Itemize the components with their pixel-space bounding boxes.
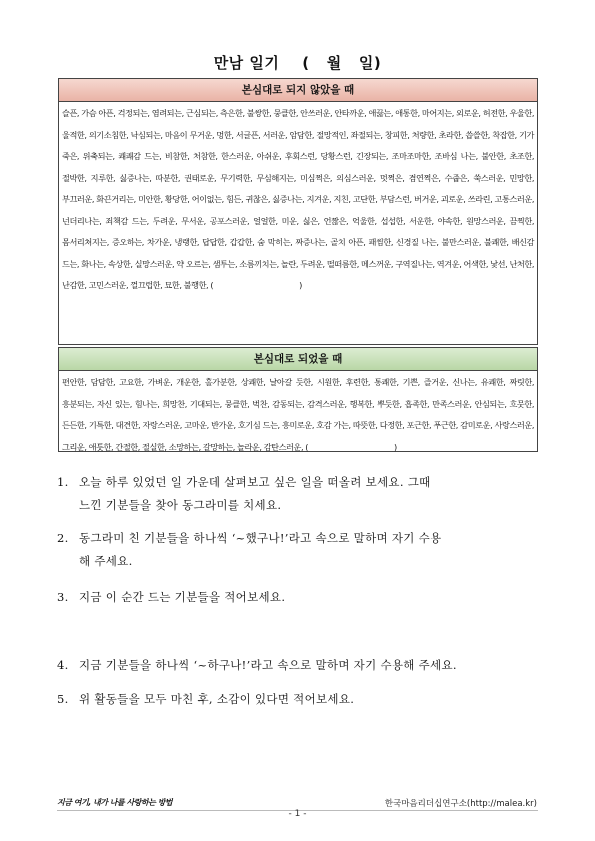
unfulfilled-header: 본심대로 되지 않았을 때 xyxy=(59,79,537,102)
closing-paren: ) xyxy=(299,280,302,290)
question-text: 지금 기분들을 하나씩 ‘~하구나!’라고 속으로 말하며 자기 수용해 주세요. xyxy=(79,658,457,672)
page-number: - 1 - xyxy=(288,809,307,819)
fulfilled-feelings-list xyxy=(59,371,537,451)
question-number: 1. xyxy=(57,475,69,489)
question-number: 3. xyxy=(57,590,69,604)
question-text: 위 활동들을 모두 마친 후, 소감이 있다면 적어보세요. xyxy=(79,692,355,706)
fulfilled-header: 본심대로 되었을 때 xyxy=(59,348,537,371)
question-text: 동그라미 친 기분들을 하나씩 ‘~했구나!’라고 속으로 말하며 자기 수용 xyxy=(79,531,442,545)
closing-paren: ) xyxy=(394,441,397,452)
question-4 xyxy=(57,654,545,677)
question-5 xyxy=(57,688,545,711)
question-2 xyxy=(57,527,545,573)
question-1 xyxy=(57,471,545,517)
page-title: 만남 일기 ( 월 일) xyxy=(213,54,382,72)
unfulfilled-feelings-text: 슬픈, 가슴 아픈, 걱정되는, 염려되는, 근심되는, 측은한, 불쌍한, 뭉클한, 안쓰러운, 안타까운, 애끓는, 애통한, 마어지는, 외로운, 허전한, 우울한, 울적한, 의기소침한, 낙심되는, 마음이 무거운, 멍한, 서글픈, 서러운, 암담한, 절망적인, 좌절되는, 창피한, 처량한, 초라한, 씁쓸한, 착잡한, 기가 죽은, 위축되는, 쾌쾌감 드는, 비참한, 처참한, 한스러운, 아쉬운, 후회스런, 당황스런, 긴장되는, 조마조마한, 조바심 나는, 불안한, 초조한, 절박한, 지루한, 싫증나는, 따분한, 권태로운, 무기력한, 무심해지는, 미심쩍은, 의심스러운, 멋쩍은, 겸연쩍은, 수줍은, 쑥스러운, 민망한, 부끄러운, 화끈거리는, 미안한, 황당한, 어이없는, 힘든, 귀찮은, 싫증나는, 지겨운, 지친, 고단한, 부담스런, 버거운, 괴로운, 쓰라린, 고통스러운, 넌더리나는, 죄책감 드는, 두려운, 무서운, 공포스러운, 얼얼한, 미운, 싫은, 언짢은, 억울한, 섭섭한, 서운한, 야속한, 원망스러운, 끔찍한, 몸서리쳐지는, 증오하는, 차가운, 냉랭한, 답답한, 갑갑한, 숨 막히는, 짜증나는, 골치 아픈, 패씸한, 신경질 나는, 불만스러운, 불쾌한, 배신감 드는, 화나는, 속상한, 실망스러운, 약 오르는, 샘투는, 소름끼치는, 놀란, 두려운, 떨떠름한, 메스꺼운, 구역질나는, 역겨운, 어색한, 낯선, 난처한, 난감한, 고민스러운, 껄끄럽한, 묘한, 불행한, ( xyxy=(62,108,534,290)
question-number: 5. xyxy=(57,692,69,706)
emotion-box-fulfilled xyxy=(58,347,538,452)
footer-org: 한국마음리더십연구소(http://malea.kr) xyxy=(384,799,537,809)
unfulfilled-feelings-list xyxy=(59,102,537,344)
question-3 xyxy=(57,586,545,609)
question-text: 오늘 하루 있었던 일 가운데 살펴보고 싶은 일을 떠올려 보세요. 그때 xyxy=(79,475,431,489)
question-text-cont: 해 주세요. xyxy=(79,554,133,568)
question-text-cont: 느낀 기분들을 찾아 동그라미를 치세요. xyxy=(79,498,282,512)
question-number: 4. xyxy=(57,658,69,672)
emotion-box-unfulfilled xyxy=(58,78,538,345)
question-text: 지금 이 순간 드는 기분들을 적어보세요. xyxy=(79,590,286,604)
question-number: 2. xyxy=(57,531,69,545)
footer-slogan: 지금 여기, 내가 나를 사랑하는 방법 xyxy=(57,798,173,807)
fulfilled-feelings-text: 편안한, 담담한, 고요한, 가벼운, 개운한, 홀가분한, 상쾌한, 날아갈 듯한, 시원한, 후련한, 통쾌한, 기쁜, 즐거운, 신나는, 유쾌한, 짜릿한, 흥분되는, 자신 있는, 힘나는, 희망찬, 기대되는, 뭉클한, 벅찬, 감동되는, 감격스러운, 행복한, 뿌듯한, 흡족한, 만족스러운, 안심되는, 흐뭇한, 든든한, 기특한, 대견한, 자랑스러운, 고마운, 반가운, 호기심 드는, 흥미로운, 호감 가는, 따뜻한, 다정한, 포근한, 푸근한, 감미로운, 사랑스러운, 그리운, 애틋한, 간절한, 절실한, 소망하는, 갈망하는, 놀라운, 감탄스러운, ( xyxy=(62,377,534,452)
